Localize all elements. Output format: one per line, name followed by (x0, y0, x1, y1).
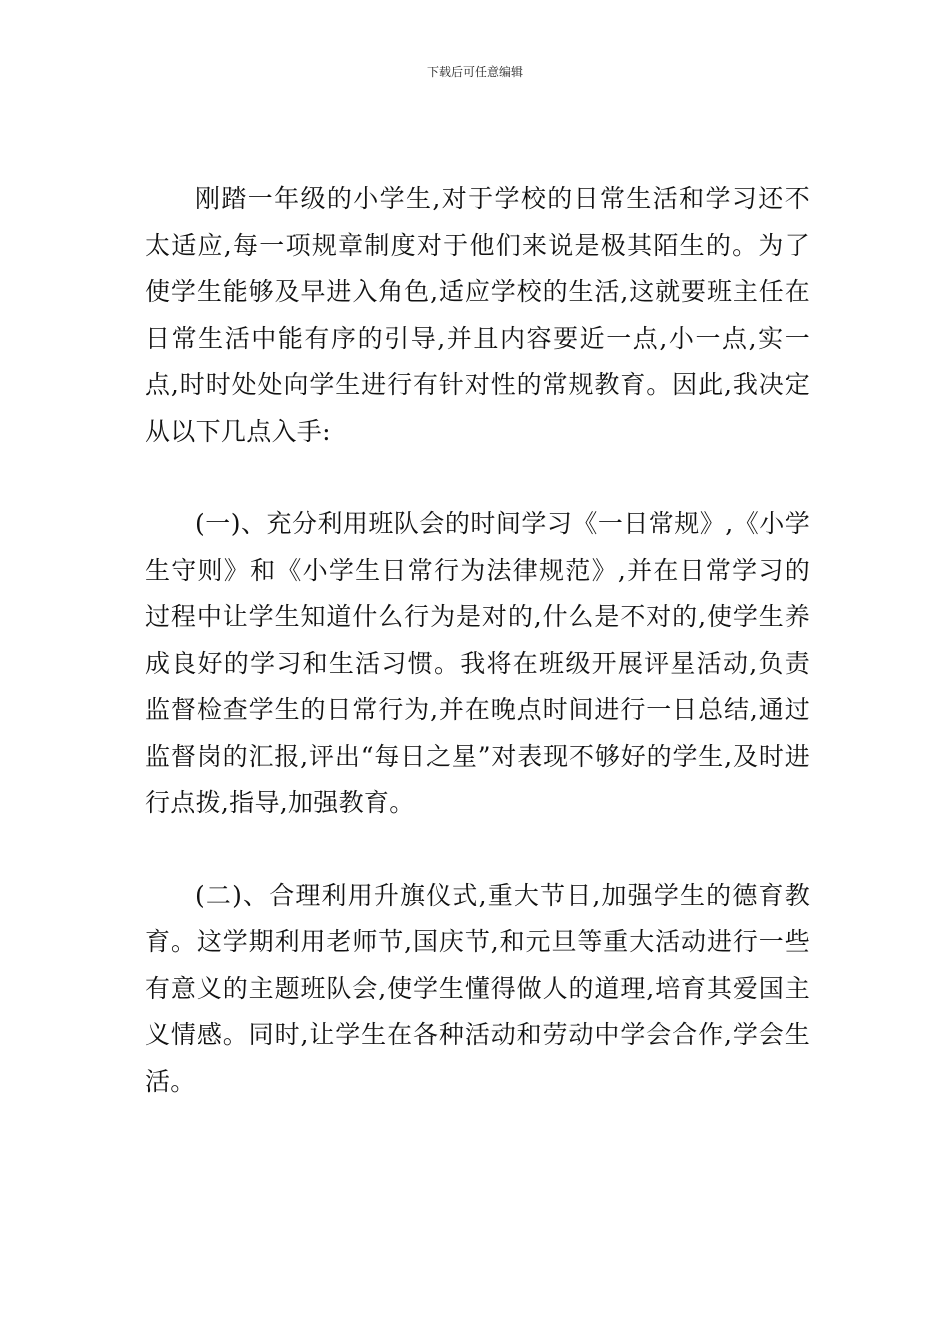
page-header: 下载后可任意编辑 (426, 65, 523, 79)
paragraph-point-two: (二)、合理利用升旗仪式,重大节日,加强学生的德育教育。这学期利用老师节,国庆节,和元旦等重大活动进行一些有意义的主题班队会,使学生懂得做人的道理,培育其爱国主义情感。同时,让学生在各种活动和劳动中学会合作,学会生活。 (145, 880, 810, 1096)
paragraph-intro: 刚踏一年级的小学生,对于学校的日常生活和学习还不太适应,每一项规章制度对于他们来说是极其陌生的。为了使学生能够及早进入角色,适应学校的生活,这就要班主任在日常生活中能有序的引导,并且内容要近一点,小一点,实一点,时时处处向学生进行有针对性的常规教育。因此,我决定从以下几点入手: (145, 184, 810, 446)
paragraph-point-one: (一)、充分利用班队会的时间学习《一日常规》,《小学生守则》和《小学生日常行为法律规范》,并在日常学习的过程中让学生知道什么行为是对的,什么是不对的,使学生养成良好的学习和生活习惯。我将在班级开展评星活动,负责监督检查学生的日常行为,并在晚点时间进行一日总结,通过监督岗的汇报,评出“每日之星”对表现不够好的学生,及时进行点拨,指导,加强教育。 (145, 509, 810, 817)
document-body (145, 176, 810, 1105)
